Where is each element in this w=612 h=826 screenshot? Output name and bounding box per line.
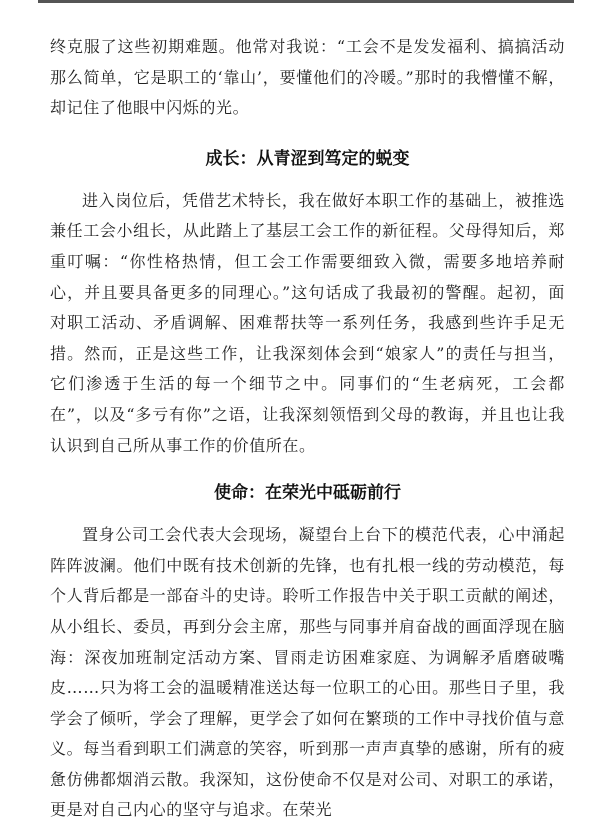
top-border-rule — [38, 0, 574, 3]
growth-paragraph: 进入岗位后，凭借艺术特长，我在做好本职工作的基础上，被推选兼任工会小组长，从此踏上了基层工会工作的新征程。父母得知后，郑重叮嘱：“你性格热情，但工会工作需要细致入微，需要多地培养耐心，并且要具备更多的同理心。”这句话成了我最初的警醒。起初，面对职工活动、矛盾调解、困难帮扶等一系列任务，我感到些许手足无措。然而，正是这些工作，让我深刻体会到“娘家人”的责任与担当，它们渗透于生活的每一个细节之中。同事们的“生老病死，工会都在”，以及“多亏有你”之语，让我深刻领悟到父母的教诲，并且也让我认识到自己所从事工作的价值所在。 — [50, 190, 565, 455]
article-body — [50, 32, 565, 826]
mission-paragraph: 置身公司工会代表大会现场，凝望台上台下的模范代表，心中涌起阵阵波澜。他们中既有技术创新的先锋，也有扎根一线的劳动模范，每个人背后都是一部奋斗的史诗。聆听工作报告中关于职工贡献的阐述，从小组长、委员，再到分会主席，那些与同事并肩奋战的画面浮现在脑海：深夜加班制定活动方案、冒雨走访困难家庭、为调解矛盾磨破嘴皮……只为将工会的温暖精准送达每一位职工的心田。那些日子里，我学会了倾听，学会了理解，更学会了如何在繁琐的工作中寻找价值与意义。每当看到职工们满意的笑容，听到那一声声真挚的感谢，所有的疲惫仿佛都烟消云散。我深知，这份使命不仅是对公司、对职工的承诺，更是对自己内心的坚守与追求。在荣光 — [50, 525, 565, 820]
section-heading-growth: 成长：从青涩到笃定的蜕变 — [205, 148, 410, 169]
intro-paragraph: 终克服了这些初期难题。他常对我说：“工会不是发发福利、搞搞活动那么简单，它是职工的‘靠山’，要懂他们的冷暖。”那时的我懵懂不解，却记住了他眼中闪烁的光。 — [50, 37, 565, 118]
section-heading-mission: 使命：在荣光中砥砺前行 — [214, 483, 401, 504]
